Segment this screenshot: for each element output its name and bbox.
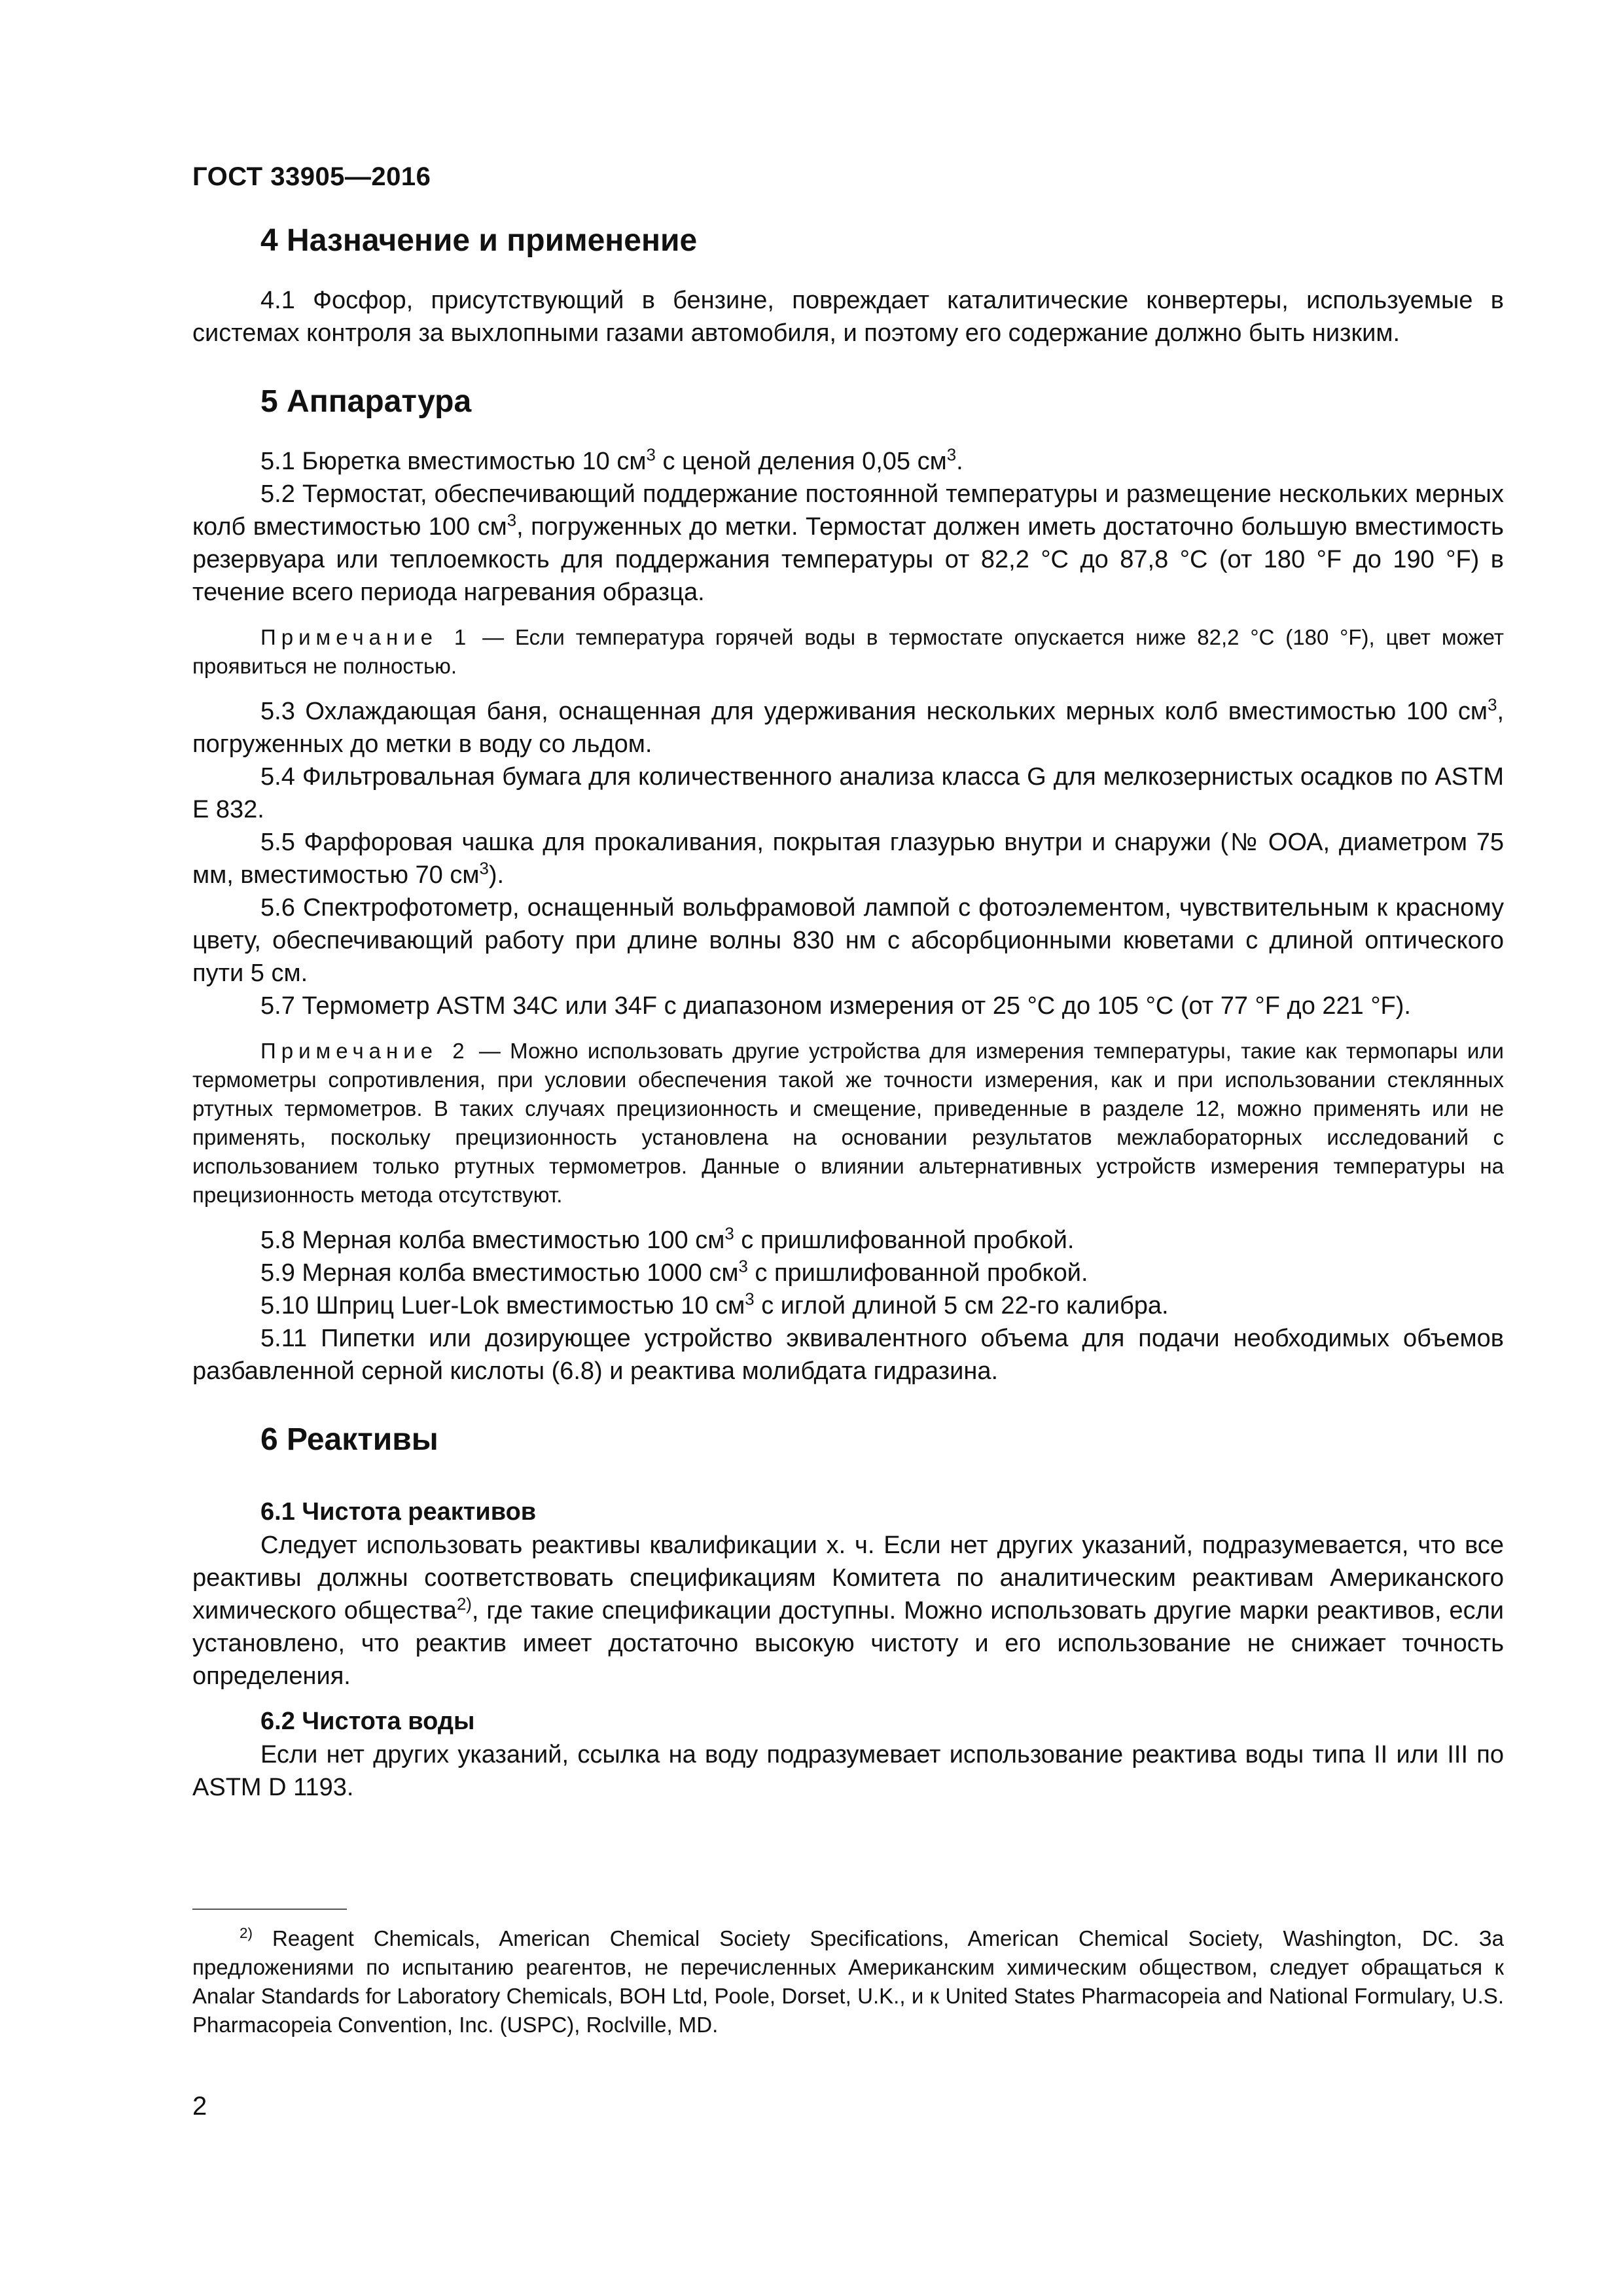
footnote-2: $^{2)}$ Reagent Chemicals, American Chemical Society Specifications, American Chemical Society, Washington, DC. За предложениями по испытанию реагентов, не перечисленных Американским химическим обществом, следует обращаться к Analar Standards for Laboratory Chemicals, BOH Ltd, Poole, Dorset, U.K., и к United States Pharmacopeia and National Formulary, U.S. Pharmacopeia Convention, Inc. (USPC), Roclville, MD.	[192, 1925, 1504, 2037]
section-5-heading: 5 Аппаратура	[260, 384, 472, 419]
subsection-6-1-heading: 6.1 Чистота реактивов	[260, 1498, 537, 1526]
paragraph-5-7: 5.7 Термометр ASTM 34C или 34F с диапазоном измерения от 25 °C до 105 °C (от 77 °F до 221 °F).	[260, 992, 1411, 1020]
paragraph-5-6: 5.6 Спектрофотометр, оснащенный вольфрамовой лампой с фотоэлементом, чувствительным к красному цвету, обеспечивающий работу при длине волны 830 нм с абсорбционными кюветами с длиной оптического пути 5 см.	[192, 894, 1504, 987]
note-2: Примечание 2 — Можно использовать другие устройства для измерения температуры, такие как термопары или термометры сопротивления, при условии обеспечения такой же точности измерения, как и при использовании стеклянных ртутных термометров. В таких случаях прецизионность и смещение, приведенные в разделе 12, можно применять или не применять, поскольку прецизионность установлена на основании результатов межлабораторных исследований с использованием только ртутных термометров. Данные о влиянии альтернативных устройств измерения температуры на прецизионность метода отсутствуют.	[192, 1039, 1504, 1207]
paragraph-5-8: 5.8 Мерная колба вместимостью 100 $см^3$ с пришлифованной пробкой.	[260, 1225, 1075, 1254]
footnote-marker: 2)	[240, 1925, 253, 1941]
paragraph-4-1: 4.1 Фосфор, присутствующий в бензине, повреждает каталитические конвертеры, используемые в системах контроля за выхлопными газами автомобиля, и поэтому его содержание должно быть низким.	[192, 287, 1504, 347]
paragraph-5-4: 5.4 Фильтровальная бумага для количественного анализа класса G для мелкозернистых осадков по ASTM E 832.	[192, 763, 1504, 823]
paragraph-6-1: Следует использовать реактивы квалификации х. ч. Если нет других указаний, подразумевается, что все реактивы должны соответствовать спецификациям Комитета по аналитическим реактивам Американского химического общества$^{2)}$, где такие спецификации доступны. Можно использовать другие марки реактивов, если установлено, что реактив имеет достаточно высокую чистоту и его использование не снижает точность определения.	[192, 1532, 1504, 1690]
standard-code-header: ГОСТ 33905—2016	[192, 162, 431, 191]
footnote	[192, 1924, 1504, 2039]
section-4-heading: 4 Назначение и применение	[260, 223, 698, 258]
subsection-6-2-heading: 6.2 Чистота воды	[260, 1708, 475, 1735]
paragraph-5-10: 5.10 Шприц Luer-Lok вместимостью 10 $см^3$ с иглой длиной 5 см 22-го калибра.	[260, 1290, 1169, 1319]
paragraph-6-2: Если нет других указаний, ссылка на воду подразумевает использование реактива воды типа II или III по ASTM D 1193.	[192, 1741, 1504, 1801]
footnote-separator	[192, 1909, 347, 1910]
paragraph-5-2: 5.2 Термостат, обеспечивающий поддержание постоянной температуры и размещение нескольких мерных колб вместимостью 100 $см^3$, погруженных до метки. Термостат должен иметь достаточно большую вместимость резервуара или теплоемкость для поддержания температуры от 82,2 °C до 87,8 °C (от 180 °F до 190 °F) в течение всего периода нагревания образца.	[192, 480, 1504, 606]
paragraph-5-3: 5.3 Охлаждающая баня, оснащенная для удерживания нескольких мерных колб вместимостью 100 $см^3$, погруженных до метки в воду со льдом.	[192, 696, 1504, 758]
note-2-label: Примечание 2	[260, 1039, 470, 1063]
note-1-label: Примечание 1	[260, 625, 472, 649]
document-body	[192, 221, 1504, 1804]
paragraph-5-5: 5.5 Фарфоровая чашка для прокаливания, покрытая глазурью внутри и снаружи (№ ООА, диаметром 75 мм, вместимостью 70 $см^3$).	[192, 829, 1504, 889]
note-1: Примечание 1 — Если температура горячей воды в термостате опускается ниже 82,2 °C (180 °F), цвет может проявиться не полностью.	[192, 625, 1505, 678]
paragraph-5-9: 5.9 Мерная колба вместимостью 1000 $см^3$ с пришлифованной пробкой.	[260, 1257, 1088, 1287]
page-number: 2	[192, 2092, 207, 2121]
section-6-heading: 6 Реактивы	[260, 1422, 438, 1457]
paragraph-5-11: 5.11 Пипетки или дозирующее устройство эквивалентного объема для подачи необходимых объемов разбавленной серной кислоты (6.8) и реактива молибдата гидразина.	[192, 1325, 1504, 1385]
footnote-reference: 2)	[456, 1595, 472, 1614]
paragraph-5-1: 5.1 Бюретка вместимостью 10 $см^3$ с ценой деления 0,05 $см^3$.	[260, 446, 963, 475]
